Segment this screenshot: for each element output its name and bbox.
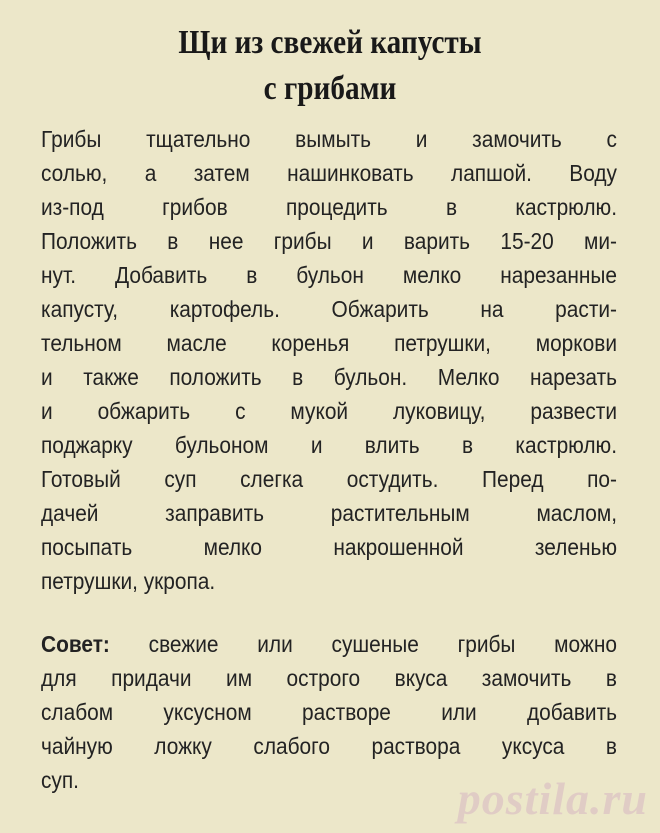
instruction-line: и обжарить с мукой луковицу, развести bbox=[41, 398, 617, 424]
recipe-title-line-2: с грибами bbox=[263, 70, 397, 107]
instruction-line: из-под грибов процедить в кастрюлю. bbox=[41, 194, 617, 220]
instruction-line: дачей заправить растительным маслом, bbox=[41, 500, 617, 526]
instruction-line: нут. Добавить в бульон мелко нарезанные bbox=[41, 262, 617, 288]
instruction-line: тельном масле коренья петрушки, моркови bbox=[41, 330, 617, 356]
recipe-title-line-1: Щи из свежей капусты bbox=[178, 24, 482, 61]
instruction-line: посыпать мелко накрошенной зеленью bbox=[41, 534, 617, 560]
tip-line bbox=[41, 627, 617, 661]
tip-line: чайную ложку слабого раствора уксуса в bbox=[41, 733, 617, 759]
recipe-instructions bbox=[41, 122, 617, 598]
tip-line: для придачи им острого вкуса замочить в bbox=[41, 665, 617, 691]
instruction-line: поджарку бульоном и влить в кастрюлю. bbox=[41, 432, 617, 458]
instruction-line: капусту, картофель. Обжарить на расти- bbox=[41, 296, 617, 322]
instruction-line: и также положить в бульон. Мелко нарезать bbox=[41, 364, 617, 390]
tip-line: суп. bbox=[41, 767, 79, 793]
instruction-line: Положить в нее грибы и варить 15-20 ми- bbox=[41, 228, 617, 254]
instruction-line: петрушки, укропа. bbox=[41, 568, 216, 594]
instruction-line: Грибы тщательно вымыть и замочить с bbox=[41, 126, 617, 152]
tip-label: Совет: bbox=[41, 631, 110, 657]
instruction-line: Готовый суп слегка остудить. Перед по- bbox=[41, 466, 617, 492]
instruction-line: солью, а затем нашинковать лапшой. Воду bbox=[41, 160, 617, 186]
tip-line: слабом уксусном растворе или добавить bbox=[41, 699, 617, 725]
tip-text: свежие или сушеные грибы можно bbox=[148, 631, 617, 657]
watermark: postila.ru bbox=[457, 773, 648, 824]
